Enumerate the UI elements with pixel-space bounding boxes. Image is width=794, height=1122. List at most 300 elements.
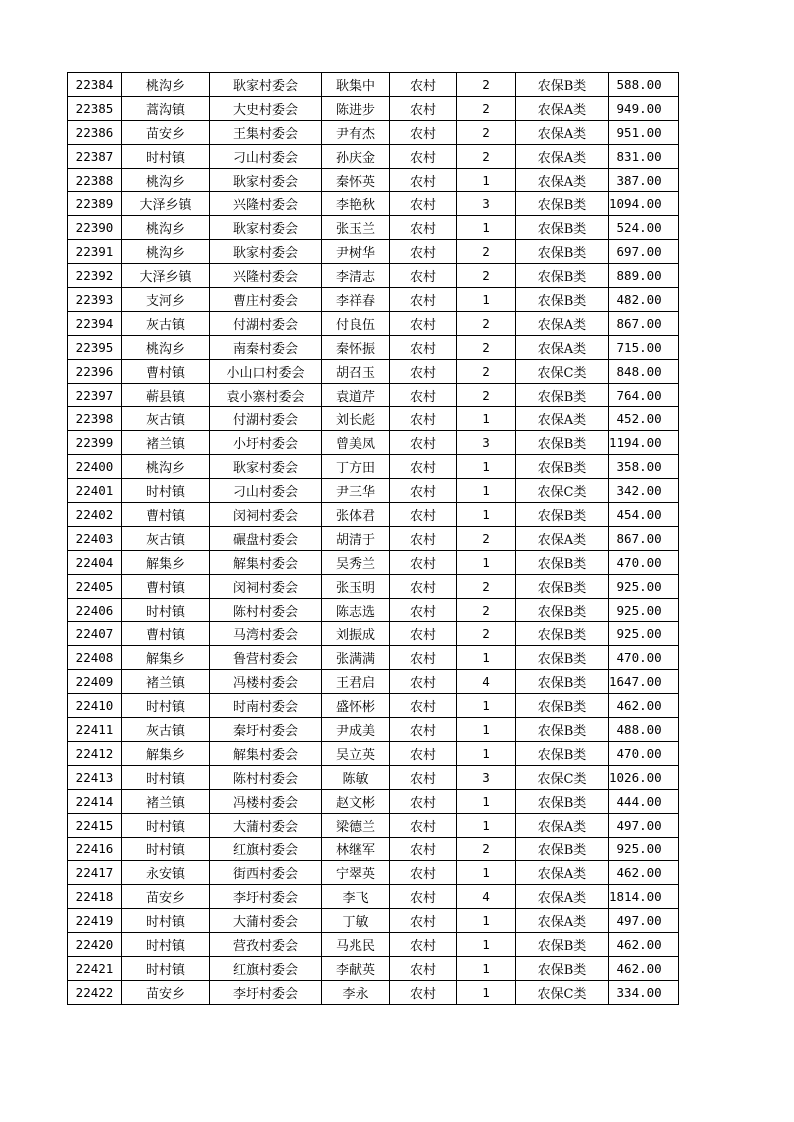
village-committee-cell: 耿家村委会 — [210, 168, 322, 192]
household-type-cell: 农村 — [390, 598, 457, 622]
town-cell: 苗安乡 — [122, 980, 210, 1004]
name-cell: 李永 — [322, 980, 390, 1004]
name-cell: 秦怀振 — [322, 335, 390, 359]
town-cell: 解集乡 — [122, 741, 210, 765]
town-cell: 时村镇 — [122, 956, 210, 980]
record-id-cell: 22390 — [68, 216, 122, 240]
table-row — [68, 670, 679, 694]
household-type-cell: 农村 — [390, 550, 457, 574]
name-cell: 李祥春 — [322, 288, 390, 312]
village-committee-cell: 陈村村委会 — [210, 598, 322, 622]
village-committee-cell: 付湖村委会 — [210, 407, 322, 431]
household-count-cell: 1 — [457, 455, 516, 479]
household-type-cell: 农村 — [390, 407, 457, 431]
town-cell: 时村镇 — [122, 837, 210, 861]
village-committee-cell: 营孜村委会 — [210, 933, 322, 957]
town-cell: 解集乡 — [122, 646, 210, 670]
household-count-cell: 2 — [457, 144, 516, 168]
table-row — [68, 718, 679, 742]
insurance-class-cell: 农保C类 — [516, 980, 609, 1004]
household-count-cell: 1 — [457, 718, 516, 742]
name-cell: 秦怀英 — [322, 168, 390, 192]
record-id-cell: 22397 — [68, 383, 122, 407]
household-type-cell: 农村 — [390, 646, 457, 670]
insurance-class-cell: 农保A类 — [516, 120, 609, 144]
town-cell: 灰古镇 — [122, 311, 210, 335]
household-type-cell: 农村 — [390, 216, 457, 240]
name-cell: 盛怀彬 — [322, 694, 390, 718]
household-count-cell: 2 — [457, 96, 516, 120]
table-row — [68, 407, 679, 431]
table-row — [68, 598, 679, 622]
insurance-class-cell: 农保C类 — [516, 479, 609, 503]
household-type-cell: 农村 — [390, 479, 457, 503]
village-committee-cell: 李圩村委会 — [210, 980, 322, 1004]
insurance-class-cell: 农保C类 — [516, 765, 609, 789]
name-cell: 陈志选 — [322, 598, 390, 622]
household-type-cell: 农村 — [390, 240, 457, 264]
town-cell: 支河乡 — [122, 288, 210, 312]
village-committee-cell: 南秦村委会 — [210, 335, 322, 359]
insurance-class-cell: 农保B类 — [516, 837, 609, 861]
household-type-cell: 农村 — [390, 956, 457, 980]
household-count-cell: 1 — [457, 789, 516, 813]
town-cell: 解集乡 — [122, 550, 210, 574]
insurance-class-cell: 农保B类 — [516, 718, 609, 742]
table-row — [68, 503, 679, 527]
insurance-class-cell: 农保B类 — [516, 383, 609, 407]
town-cell: 时村镇 — [122, 479, 210, 503]
insurance-class-cell: 农保A类 — [516, 885, 609, 909]
amount-cell: 470.00 — [609, 741, 679, 765]
insurance-class-cell: 农保B类 — [516, 933, 609, 957]
household-type-cell: 农村 — [390, 789, 457, 813]
household-count-cell: 1 — [457, 933, 516, 957]
name-cell: 林继军 — [322, 837, 390, 861]
amount-cell: 462.00 — [609, 956, 679, 980]
insurance-class-cell: 农保A类 — [516, 813, 609, 837]
record-id-cell: 22405 — [68, 574, 122, 598]
household-type-cell: 农村 — [390, 335, 457, 359]
amount-cell: 524.00 — [609, 216, 679, 240]
amount-cell: 488.00 — [609, 718, 679, 742]
household-type-cell: 农村 — [390, 168, 457, 192]
household-type-cell: 农村 — [390, 861, 457, 885]
amount-cell: 889.00 — [609, 264, 679, 288]
household-count-cell: 1 — [457, 861, 516, 885]
insurance-class-cell: 农保A类 — [516, 909, 609, 933]
household-count-cell: 2 — [457, 574, 516, 598]
amount-cell: 848.00 — [609, 359, 679, 383]
town-cell: 曹村镇 — [122, 622, 210, 646]
insurance-class-cell: 农保B类 — [516, 694, 609, 718]
amount-cell: 454.00 — [609, 503, 679, 527]
household-type-cell: 农村 — [390, 120, 457, 144]
town-cell: 时村镇 — [122, 933, 210, 957]
record-id-cell: 22394 — [68, 311, 122, 335]
amount-cell: 867.00 — [609, 526, 679, 550]
name-cell: 胡清于 — [322, 526, 390, 550]
table-row — [68, 980, 679, 1004]
insurance-class-cell: 农保B类 — [516, 431, 609, 455]
village-committee-cell: 付湖村委会 — [210, 311, 322, 335]
household-count-cell: 1 — [457, 741, 516, 765]
village-committee-cell: 王集村委会 — [210, 120, 322, 144]
household-count-cell: 1 — [457, 216, 516, 240]
amount-cell: 482.00 — [609, 288, 679, 312]
household-type-cell: 农村 — [390, 670, 457, 694]
name-cell: 张体君 — [322, 503, 390, 527]
village-committee-cell: 耿家村委会 — [210, 455, 322, 479]
town-cell: 永安镇 — [122, 861, 210, 885]
insurance-class-cell: 农保A类 — [516, 144, 609, 168]
record-id-cell: 22386 — [68, 120, 122, 144]
village-committee-cell: 刁山村委会 — [210, 479, 322, 503]
town-cell: 褚兰镇 — [122, 431, 210, 455]
record-id-cell: 22391 — [68, 240, 122, 264]
household-count-cell: 2 — [457, 622, 516, 646]
town-cell: 时村镇 — [122, 765, 210, 789]
name-cell: 张玉明 — [322, 574, 390, 598]
village-committee-cell: 闵祠村委会 — [210, 574, 322, 598]
town-cell: 灰古镇 — [122, 718, 210, 742]
household-type-cell: 农村 — [390, 837, 457, 861]
table-row — [68, 933, 679, 957]
household-count-cell: 2 — [457, 383, 516, 407]
village-committee-cell: 碾盘村委会 — [210, 526, 322, 550]
table-row — [68, 622, 679, 646]
amount-cell: 452.00 — [609, 407, 679, 431]
record-id-cell: 22408 — [68, 646, 122, 670]
name-cell: 梁德兰 — [322, 813, 390, 837]
table-row — [68, 455, 679, 479]
household-count-cell: 4 — [457, 670, 516, 694]
table-row — [68, 335, 679, 359]
table-row — [68, 192, 679, 216]
household-type-cell: 农村 — [390, 694, 457, 718]
insurance-class-cell: 农保B类 — [516, 216, 609, 240]
town-cell: 曹村镇 — [122, 574, 210, 598]
household-count-cell: 2 — [457, 359, 516, 383]
household-count-cell: 1 — [457, 980, 516, 1004]
amount-cell: 697.00 — [609, 240, 679, 264]
town-cell: 苗安乡 — [122, 120, 210, 144]
village-committee-cell: 红旗村委会 — [210, 956, 322, 980]
town-cell: 桃沟乡 — [122, 73, 210, 97]
name-cell: 李献英 — [322, 956, 390, 980]
household-count-cell: 1 — [457, 168, 516, 192]
amount-cell: 462.00 — [609, 933, 679, 957]
insurance-class-cell: 农保B类 — [516, 574, 609, 598]
town-cell: 褚兰镇 — [122, 670, 210, 694]
record-id-cell: 22407 — [68, 622, 122, 646]
name-cell: 赵文彬 — [322, 789, 390, 813]
town-cell: 灰古镇 — [122, 407, 210, 431]
village-committee-cell: 解集村委会 — [210, 741, 322, 765]
village-committee-cell: 马湾村委会 — [210, 622, 322, 646]
town-cell: 灰古镇 — [122, 526, 210, 550]
record-id-cell: 22415 — [68, 813, 122, 837]
village-committee-cell: 陈村村委会 — [210, 765, 322, 789]
town-cell: 时村镇 — [122, 909, 210, 933]
name-cell: 尹有杰 — [322, 120, 390, 144]
table-row — [68, 813, 679, 837]
household-count-cell: 3 — [457, 192, 516, 216]
table-row — [68, 240, 679, 264]
village-committee-cell: 曹庄村委会 — [210, 288, 322, 312]
record-id-cell: 22384 — [68, 73, 122, 97]
household-type-cell: 农村 — [390, 192, 457, 216]
amount-cell: 949.00 — [609, 96, 679, 120]
record-id-cell: 22420 — [68, 933, 122, 957]
village-committee-cell: 小圩村委会 — [210, 431, 322, 455]
name-cell: 尹树华 — [322, 240, 390, 264]
table-row — [68, 550, 679, 574]
table-row — [68, 861, 679, 885]
village-committee-cell: 秦圩村委会 — [210, 718, 322, 742]
insurance-class-cell: 农保A类 — [516, 407, 609, 431]
name-cell: 马兆民 — [322, 933, 390, 957]
insurance-class-cell: 农保B类 — [516, 73, 609, 97]
household-count-cell: 1 — [457, 407, 516, 431]
record-id-cell: 22404 — [68, 550, 122, 574]
record-id-cell: 22387 — [68, 144, 122, 168]
record-id-cell: 22389 — [68, 192, 122, 216]
household-count-cell: 2 — [457, 837, 516, 861]
name-cell: 胡召玉 — [322, 359, 390, 383]
amount-cell: 588.00 — [609, 73, 679, 97]
insurance-class-cell: 农保C类 — [516, 359, 609, 383]
household-count-cell: 1 — [457, 646, 516, 670]
amount-cell: 951.00 — [609, 120, 679, 144]
village-committee-cell: 红旗村委会 — [210, 837, 322, 861]
household-count-cell: 1 — [457, 550, 516, 574]
amount-cell: 342.00 — [609, 479, 679, 503]
table-row — [68, 144, 679, 168]
table-row — [68, 431, 679, 455]
table-row — [68, 526, 679, 550]
town-cell: 桃沟乡 — [122, 455, 210, 479]
table-row — [68, 168, 679, 192]
record-id-cell: 22396 — [68, 359, 122, 383]
table-row — [68, 73, 679, 97]
table-row — [68, 909, 679, 933]
insurance-class-cell: 农保A类 — [516, 311, 609, 335]
household-type-cell: 农村 — [390, 144, 457, 168]
village-committee-cell: 解集村委会 — [210, 550, 322, 574]
name-cell: 陈进步 — [322, 96, 390, 120]
table-row — [68, 311, 679, 335]
village-committee-cell: 时南村委会 — [210, 694, 322, 718]
village-committee-cell: 冯楼村委会 — [210, 789, 322, 813]
amount-cell: 867.00 — [609, 311, 679, 335]
village-committee-cell: 小山口村委会 — [210, 359, 322, 383]
household-type-cell: 农村 — [390, 526, 457, 550]
record-id-cell: 22419 — [68, 909, 122, 933]
record-id-cell: 22392 — [68, 264, 122, 288]
amount-cell: 497.00 — [609, 813, 679, 837]
name-cell: 吴秀兰 — [322, 550, 390, 574]
amount-cell: 1194.00 — [609, 431, 679, 455]
household-count-cell: 3 — [457, 431, 516, 455]
amount-cell: 387.00 — [609, 168, 679, 192]
name-cell: 李飞 — [322, 885, 390, 909]
record-id-cell: 22406 — [68, 598, 122, 622]
village-committee-cell: 耿家村委会 — [210, 240, 322, 264]
table-row — [68, 646, 679, 670]
name-cell: 刘振成 — [322, 622, 390, 646]
amount-cell: 764.00 — [609, 383, 679, 407]
household-count-cell: 1 — [457, 479, 516, 503]
name-cell: 王君启 — [322, 670, 390, 694]
name-cell: 孙庆金 — [322, 144, 390, 168]
household-type-cell: 农村 — [390, 885, 457, 909]
town-cell: 曹村镇 — [122, 503, 210, 527]
record-id-cell: 22412 — [68, 741, 122, 765]
insurance-class-cell: 农保B类 — [516, 598, 609, 622]
insurance-class-cell: 农保B类 — [516, 622, 609, 646]
household-type-cell: 农村 — [390, 96, 457, 120]
name-cell: 丁敏 — [322, 909, 390, 933]
village-committee-cell: 兴隆村委会 — [210, 192, 322, 216]
insurance-class-cell: 农保B类 — [516, 264, 609, 288]
name-cell: 丁方田 — [322, 455, 390, 479]
name-cell: 张满满 — [322, 646, 390, 670]
name-cell: 陈敏 — [322, 765, 390, 789]
village-committee-cell: 闵祠村委会 — [210, 503, 322, 527]
record-id-cell: 22409 — [68, 670, 122, 694]
insurance-class-cell: 农保B类 — [516, 455, 609, 479]
record-id-cell: 22393 — [68, 288, 122, 312]
table-row — [68, 120, 679, 144]
table-row — [68, 216, 679, 240]
town-cell: 蕲县镇 — [122, 383, 210, 407]
name-cell: 袁道芹 — [322, 383, 390, 407]
name-cell: 吴立英 — [322, 741, 390, 765]
record-id-cell: 22388 — [68, 168, 122, 192]
household-count-cell: 3 — [457, 765, 516, 789]
village-committee-cell: 兴隆村委会 — [210, 264, 322, 288]
amount-cell: 831.00 — [609, 144, 679, 168]
household-type-cell: 农村 — [390, 73, 457, 97]
amount-cell: 462.00 — [609, 861, 679, 885]
amount-cell: 462.00 — [609, 694, 679, 718]
insurance-class-cell: 农保B类 — [516, 789, 609, 813]
town-cell: 时村镇 — [122, 813, 210, 837]
village-committee-cell: 耿家村委会 — [210, 73, 322, 97]
village-committee-cell: 冯楼村委会 — [210, 670, 322, 694]
household-type-cell: 农村 — [390, 431, 457, 455]
household-type-cell: 农村 — [390, 933, 457, 957]
household-count-cell: 2 — [457, 311, 516, 335]
benefit-table — [67, 72, 679, 1005]
insurance-class-cell: 农保A类 — [516, 526, 609, 550]
town-cell: 时村镇 — [122, 144, 210, 168]
amount-cell: 470.00 — [609, 646, 679, 670]
name-cell: 付良伍 — [322, 311, 390, 335]
record-id-cell: 22399 — [68, 431, 122, 455]
insurance-class-cell: 农保B类 — [516, 741, 609, 765]
household-type-cell: 农村 — [390, 718, 457, 742]
record-id-cell: 22401 — [68, 479, 122, 503]
record-id-cell: 22418 — [68, 885, 122, 909]
insurance-class-cell: 农保B类 — [516, 288, 609, 312]
town-cell: 褚兰镇 — [122, 789, 210, 813]
name-cell: 曾美凤 — [322, 431, 390, 455]
household-count-cell: 2 — [457, 526, 516, 550]
household-type-cell: 农村 — [390, 311, 457, 335]
household-count-cell: 2 — [457, 598, 516, 622]
name-cell: 刘长彪 — [322, 407, 390, 431]
record-id-cell: 22421 — [68, 956, 122, 980]
record-id-cell: 22414 — [68, 789, 122, 813]
town-cell: 大泽乡镇 — [122, 264, 210, 288]
village-committee-cell: 耿家村委会 — [210, 216, 322, 240]
insurance-class-cell: 农保B类 — [516, 240, 609, 264]
household-type-cell: 农村 — [390, 980, 457, 1004]
table-row — [68, 264, 679, 288]
household-count-cell: 2 — [457, 264, 516, 288]
household-type-cell: 农村 — [390, 383, 457, 407]
insurance-class-cell: 农保B类 — [516, 192, 609, 216]
insurance-class-cell: 农保A类 — [516, 96, 609, 120]
amount-cell: 1647.00 — [609, 670, 679, 694]
household-type-cell: 农村 — [390, 741, 457, 765]
insurance-class-cell: 农保B类 — [516, 670, 609, 694]
record-id-cell: 22422 — [68, 980, 122, 1004]
town-cell: 大泽乡镇 — [122, 192, 210, 216]
record-id-cell: 22413 — [68, 765, 122, 789]
household-count-cell: 1 — [457, 909, 516, 933]
village-committee-cell: 袁小寨村委会 — [210, 383, 322, 407]
town-cell: 桃沟乡 — [122, 216, 210, 240]
village-committee-cell: 鲁营村委会 — [210, 646, 322, 670]
household-type-cell: 农村 — [390, 455, 457, 479]
town-cell: 桃沟乡 — [122, 168, 210, 192]
table-row — [68, 288, 679, 312]
household-count-cell: 2 — [457, 120, 516, 144]
table-row — [68, 765, 679, 789]
amount-cell: 444.00 — [609, 789, 679, 813]
amount-cell: 470.00 — [609, 550, 679, 574]
household-count-cell: 4 — [457, 885, 516, 909]
household-type-cell: 农村 — [390, 503, 457, 527]
household-count-cell: 1 — [457, 503, 516, 527]
household-count-cell: 1 — [457, 956, 516, 980]
amount-cell: 358.00 — [609, 455, 679, 479]
insurance-class-cell: 农保A类 — [516, 168, 609, 192]
table-row — [68, 479, 679, 503]
household-count-cell: 2 — [457, 335, 516, 359]
record-id-cell: 22417 — [68, 861, 122, 885]
table-row — [68, 741, 679, 765]
amount-cell: 334.00 — [609, 980, 679, 1004]
village-committee-cell: 大蒲村委会 — [210, 909, 322, 933]
household-type-cell: 农村 — [390, 264, 457, 288]
amount-cell: 497.00 — [609, 909, 679, 933]
table-row — [68, 96, 679, 120]
town-cell: 桃沟乡 — [122, 240, 210, 264]
household-type-cell: 农村 — [390, 359, 457, 383]
town-cell: 时村镇 — [122, 598, 210, 622]
household-type-cell: 农村 — [390, 909, 457, 933]
village-committee-cell: 刁山村委会 — [210, 144, 322, 168]
village-committee-cell: 大史村委会 — [210, 96, 322, 120]
household-count-cell: 1 — [457, 694, 516, 718]
insurance-class-cell: 农保B类 — [516, 550, 609, 574]
town-cell: 时村镇 — [122, 694, 210, 718]
insurance-class-cell: 农保B类 — [516, 503, 609, 527]
